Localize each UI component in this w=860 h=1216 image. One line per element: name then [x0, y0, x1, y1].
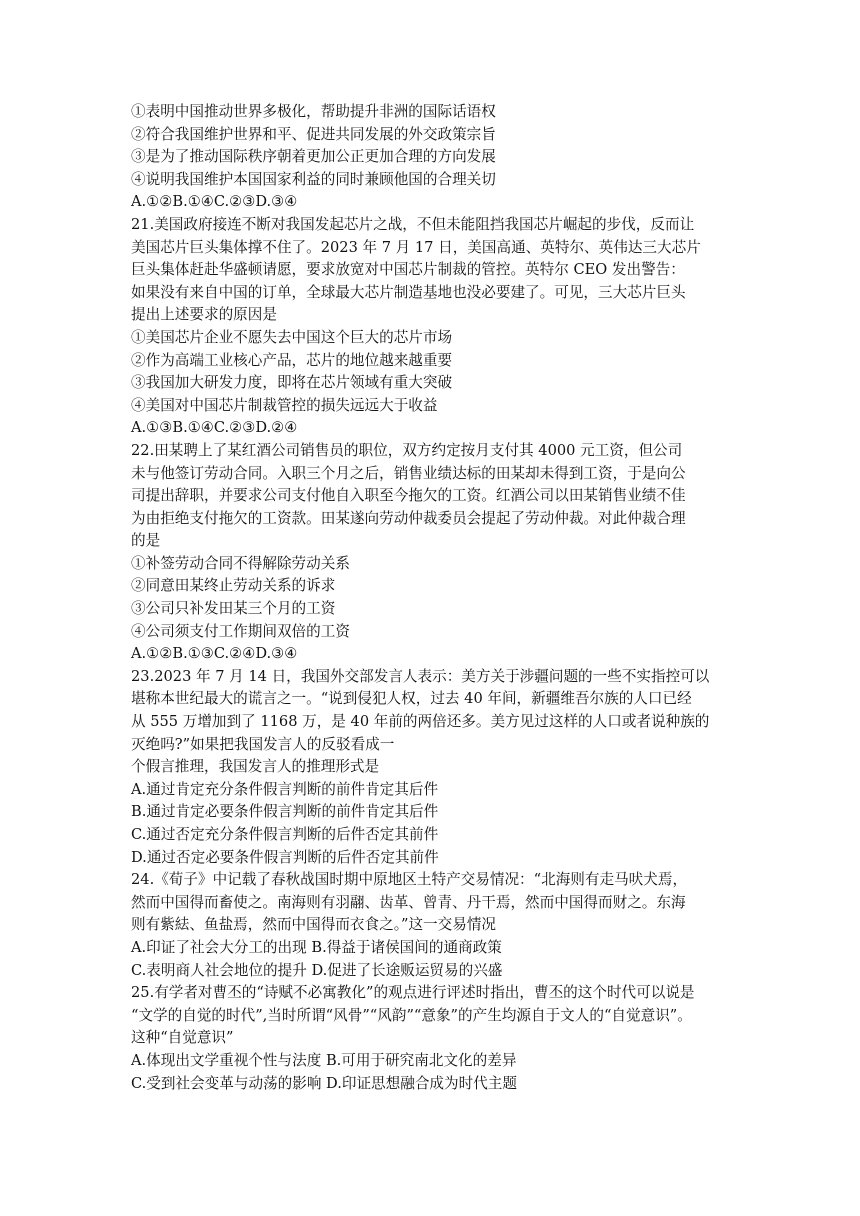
question-22-text: 为由拒绝支付拖欠的工资款。田某遂向劳动仲裁委员会提起了劳动仲裁。对此仲裁合理: [131, 509, 686, 527]
question-23-text: 个假言推理，我国发言人的推理形式是: [131, 758, 380, 776]
option-line: C.表明商人社会地位的提升 D.促进了长途贩运贸易的兴盛: [131, 961, 503, 979]
question-22-text: 22.田某聘上了某红酒公司销售员的职位，双方约定按月支付其 4000 元工资，但公司: [131, 441, 683, 459]
question-24-text: 则有紫紶、鱼盐焉，然而中国得而衣食之。”这一交易情况: [131, 916, 497, 934]
question-23-text: 从 555 万增加到了 1168 万，是 40 年前的两倍还多。美方见过这样的人口或者说种族的: [131, 713, 710, 731]
question-25-text: 这种“自觉意识”: [131, 1029, 234, 1047]
option-line: D.通过否定必要条件假言判断的后件否定其前件: [131, 848, 439, 866]
document-body: [131, 101, 731, 1095]
question-25-text: 25.有学者对曹丕的“诗赋不必寓教化”的观点进行评述时指出，曹丕的这个时代可以说是: [131, 984, 695, 1002]
option-line: ④美国对中国芯片制裁管控的损失远远大于收益: [131, 396, 438, 414]
option-line: A.印证了社会大分工的出现 B.得益于诸侯国间的通商政策: [131, 938, 502, 956]
question-24-text: 然而中国得而畜使之。南海则有羽翮、齿革、曾青、丹干焉，然而中国得而财之。东海: [131, 893, 686, 911]
option-line: ①补签劳动合同不得解除劳动关系: [131, 554, 350, 572]
question-21-text: 如果没有来自中国的订单，全球最大芯片制造基地也没必要建了。可见，三大芯片巨头: [131, 283, 686, 301]
option-line: C.受到社会变革与动荡的影响 D.印证思想融合成为时代主题: [131, 1074, 517, 1092]
option-line: C.通过否定充分条件假言判断的后件否定其前件: [131, 826, 439, 843]
answer-choices: A.①③B.①④C.②③D.②④: [131, 419, 298, 437]
question-21-text: 21.美国政府接连不断对我国发起芯片之战，不但未能阻挡我国芯片崛起的步伐，反而让: [131, 215, 695, 233]
option-line: ②符合我国维护世界和平、促进共同发展的外交政策宗旨: [131, 125, 496, 143]
option-line: ①美国芯片企业不愿失去中国这个巨大的芯片市场: [131, 328, 453, 346]
option-line: ③是为了推动国际秩序朝着更加公正更加合理的方向发展: [131, 148, 496, 166]
question-22-text: 未与他签订劳动合同。入职三个月之后，销售业绩达标的田某却未得到工资，于是向公: [131, 464, 686, 482]
answer-choices: A.①②B.①④C.②③D.③④: [131, 193, 298, 211]
option-line: A.体现出文学重视个性与法度 B.可用于研究南北文化的差异: [131, 1051, 517, 1069]
question-21-text: 巨头集体赶赴华盛顿请愿，要求放宽对中国芯片制裁的管控。英特尔 CEO 发出警告：: [131, 261, 685, 279]
option-line: ④说明我国维护本国国家利益的同时兼顾他国的合理关切: [131, 170, 496, 188]
option-line: ②作为高端工业核心产品，芯片的地位越来越重要: [131, 351, 453, 369]
answer-choices: A.①②B.①③C.②④D.③④: [131, 645, 298, 663]
option-line: B.通过肯定必要条件假言判断的前件肯定其后件: [131, 803, 439, 821]
question-21-text: 提出上述要求的原因是: [131, 306, 277, 324]
question-23-text: 23.2023 年 7 月 14 日，我国外交部发言人表示：美方关于涉疆问题的一些不实指控可以: [131, 667, 710, 685]
question-25-text: “文学的自觉的时代”,当时所谓“风骨”“风韵”“意象”的产生均源自于文人的“自觉意识”。: [131, 1006, 692, 1024]
question-23-text: 堪称本世纪最大的谎言之一。“说到侵犯人权，过去 40 年间，新疆维吾尔族的人口已经: [131, 690, 692, 708]
option-line: ②同意田某终止劳动关系的诉求: [131, 577, 336, 595]
option-line: A.通过肯定充分条件假言判断的前件肯定其后件: [131, 780, 439, 798]
question-22-text: 司提出辞职，并要求公司支付他自入职至今拖欠的工资。红酒公司以田某销售业绩不佳: [131, 487, 686, 505]
question-22-text: 的是: [131, 532, 161, 550]
option-line: ④公司须支付工作期间双倍的工资: [131, 622, 350, 640]
question-24-text: 24.《荀子》中记载了春秋战国时期中原地区土特产交易情况：“北海则有走马吠犬焉，: [131, 871, 688, 889]
question-23-text: 灭绝吗?”如果把我国发言人的反驳看成一: [131, 735, 395, 753]
option-line: ③我国加大研发力度，即将在芯片领域有重大突破: [131, 374, 453, 392]
option-line: ①表明中国推动世界多极化，帮助提升非洲的国际话语权: [131, 103, 496, 120]
question-21-text: 美国芯片巨头集体撑不住了。2023 年 7 月 17 日，美国高通、英特尔、英伟达三大芯片: [131, 238, 701, 256]
option-line: ③公司只补发田某三个月的工资: [131, 600, 336, 618]
